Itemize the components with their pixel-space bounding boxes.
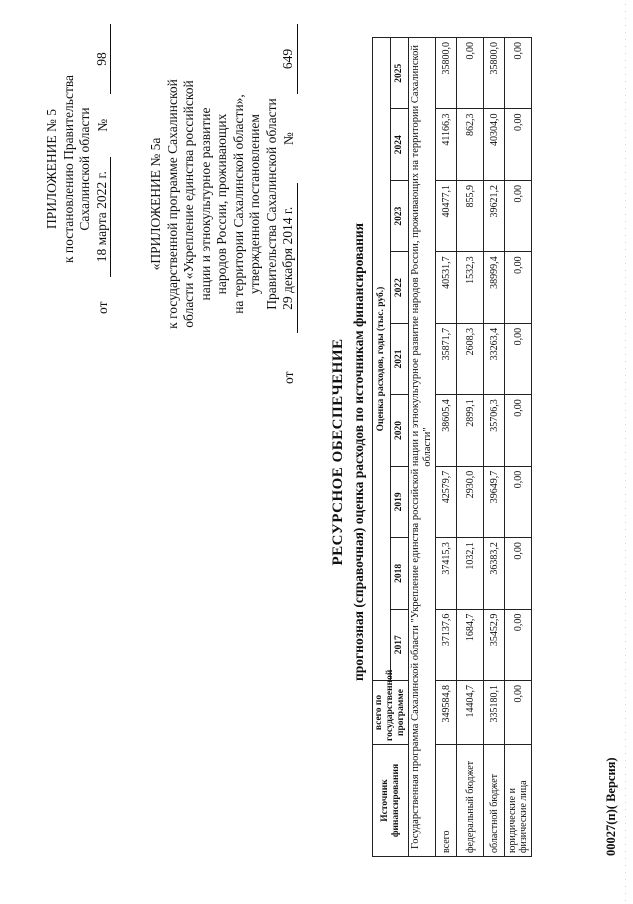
document-heading: РЕСУРСНОЕ ОБЕСПЕЧЕНИЕ bbox=[330, 338, 346, 566]
cell-value: 38605,4 bbox=[436, 395, 457, 466]
cell-value: 1032,1 bbox=[457, 538, 484, 609]
cell-total: 335180,1 bbox=[484, 681, 505, 745]
cell-value: 35800,0 bbox=[484, 38, 505, 110]
cell-value: 0,00 bbox=[457, 38, 484, 110]
row-label: областной бюджет bbox=[484, 745, 505, 857]
header-years-group: Оценка расходов, годы (тыс. руб.) bbox=[373, 38, 391, 681]
cell-value: 38999,4 bbox=[484, 252, 505, 323]
header-year: 2021 bbox=[391, 323, 409, 394]
scan-artifact-dots bbox=[624, 0, 627, 904]
cell-value: 39649,7 bbox=[484, 466, 505, 537]
cell-value: 41166,3 bbox=[436, 109, 457, 180]
header-year: 2024 bbox=[391, 109, 409, 180]
row-label: федеральный бюджет bbox=[457, 745, 484, 857]
header-source: Источник финансирования bbox=[373, 745, 409, 857]
document-footer-code: 00027(п)( Версия) bbox=[604, 757, 618, 856]
header-year: 2022 bbox=[391, 252, 409, 323]
cell-total: 14404,7 bbox=[457, 681, 484, 745]
table-row bbox=[484, 38, 505, 857]
header-year: 2019 bbox=[391, 466, 409, 537]
cell-value: 40477,1 bbox=[436, 180, 457, 251]
table-row bbox=[505, 38, 532, 857]
appendix-5a-line: народов России, проживающих bbox=[214, 113, 229, 295]
cell-value: 36383,2 bbox=[484, 538, 505, 609]
appendix-5-block bbox=[44, 24, 111, 314]
cell-value: 2930,0 bbox=[457, 466, 484, 537]
header-total: всего по государственной программе bbox=[373, 681, 409, 745]
cell-value: 0,00 bbox=[505, 395, 532, 466]
header-year: 2018 bbox=[391, 538, 409, 609]
cell-value: 33263,4 bbox=[484, 323, 505, 394]
cell-value: 39621,2 bbox=[484, 180, 505, 251]
cell-value: 0,00 bbox=[505, 38, 532, 110]
appendix-5a-from: от bbox=[281, 371, 296, 384]
table-row bbox=[457, 38, 484, 857]
cell-total: 0,00 bbox=[505, 681, 532, 745]
cell-value: 35706,3 bbox=[484, 395, 505, 466]
header-year: 2017 bbox=[391, 609, 409, 680]
cell-value: 0,00 bbox=[505, 609, 532, 680]
cell-value: 40531,7 bbox=[436, 252, 457, 323]
cell-value: 1684,7 bbox=[457, 609, 484, 680]
appendix-5a-block bbox=[148, 24, 298, 384]
appendix-5-title: ПРИЛОЖЕНИЕ № 5 bbox=[44, 108, 59, 230]
cell-value: 35871,7 bbox=[436, 323, 457, 394]
row-label: юридические и физические лица bbox=[505, 745, 532, 857]
cell-value: 1532,3 bbox=[457, 252, 484, 323]
cell-value: 855,9 bbox=[457, 180, 484, 251]
cell-value: 2899,1 bbox=[457, 395, 484, 466]
appendix-5a-no: № bbox=[281, 132, 296, 146]
appendix-5-line2: Сахалинской области bbox=[77, 107, 92, 231]
cell-value: 2608,3 bbox=[457, 323, 484, 394]
cell-value: 37415,3 bbox=[436, 538, 457, 609]
cell-value: 35800,0 bbox=[436, 38, 457, 110]
document-subheading: прогнозная (справочная) оценка расходов по источникам финансирования bbox=[351, 223, 366, 681]
cell-value: 0,00 bbox=[505, 180, 532, 251]
appendix-5a-line: Правительства Сахалинской области bbox=[263, 98, 279, 310]
header-year: 2020 bbox=[391, 395, 409, 466]
appendix-5-no: № bbox=[94, 118, 110, 132]
appendix-5-from: от bbox=[94, 301, 110, 314]
cell-value: 862,3 bbox=[457, 109, 484, 180]
funding-table bbox=[372, 37, 532, 857]
cell-value: 35452,9 bbox=[484, 609, 505, 680]
appendix-5-date: 18 марта 2022 г. bbox=[94, 157, 112, 277]
appendix-5a-line: утвержденной постановлением bbox=[247, 114, 262, 294]
row-label: всего bbox=[436, 745, 457, 857]
appendix-5a-title: «ПРИЛОЖЕНИЕ № 5а bbox=[148, 137, 163, 271]
cell-value: 37137,6 bbox=[436, 609, 457, 680]
appendix-5a-line: области «Укрепление единства российской bbox=[181, 80, 196, 328]
cell-total: 349584,8 bbox=[436, 681, 457, 745]
cell-value: 0,00 bbox=[505, 466, 532, 537]
appendix-5-number: 98 bbox=[94, 24, 112, 94]
cell-value: 0,00 bbox=[505, 323, 532, 394]
appendix-5a-line: нации и этнокультурное развитие bbox=[197, 107, 213, 301]
cell-value: 0,00 bbox=[505, 538, 532, 609]
appendix-5a-signature bbox=[280, 24, 298, 384]
appendix-5a-number: 649 bbox=[280, 24, 298, 94]
cell-value: 42579,7 bbox=[436, 466, 457, 537]
appendix-5a-line: на территории Сахалинской области», bbox=[230, 94, 246, 314]
appendix-5-signature bbox=[94, 24, 112, 314]
program-row: Государственная программа Сахалинской области "Укрепление единства российской нации и этнокультурное развитие народов России, проживающих на территории Сахалинской области" bbox=[409, 38, 436, 857]
header-year: 2025 bbox=[391, 38, 409, 110]
appendix-5a-line: к государственной программе Сахалинской bbox=[164, 79, 180, 329]
cell-value: 0,00 bbox=[505, 109, 532, 180]
appendix-5-line1: к постановлению Правительства bbox=[60, 74, 76, 264]
cell-value: 0,00 bbox=[505, 252, 532, 323]
table-row bbox=[436, 38, 457, 857]
header-year: 2023 bbox=[391, 180, 409, 251]
cell-value: 40304,0 bbox=[484, 109, 505, 180]
appendix-5a-date: 29 декабря 2014 г. bbox=[280, 183, 298, 333]
